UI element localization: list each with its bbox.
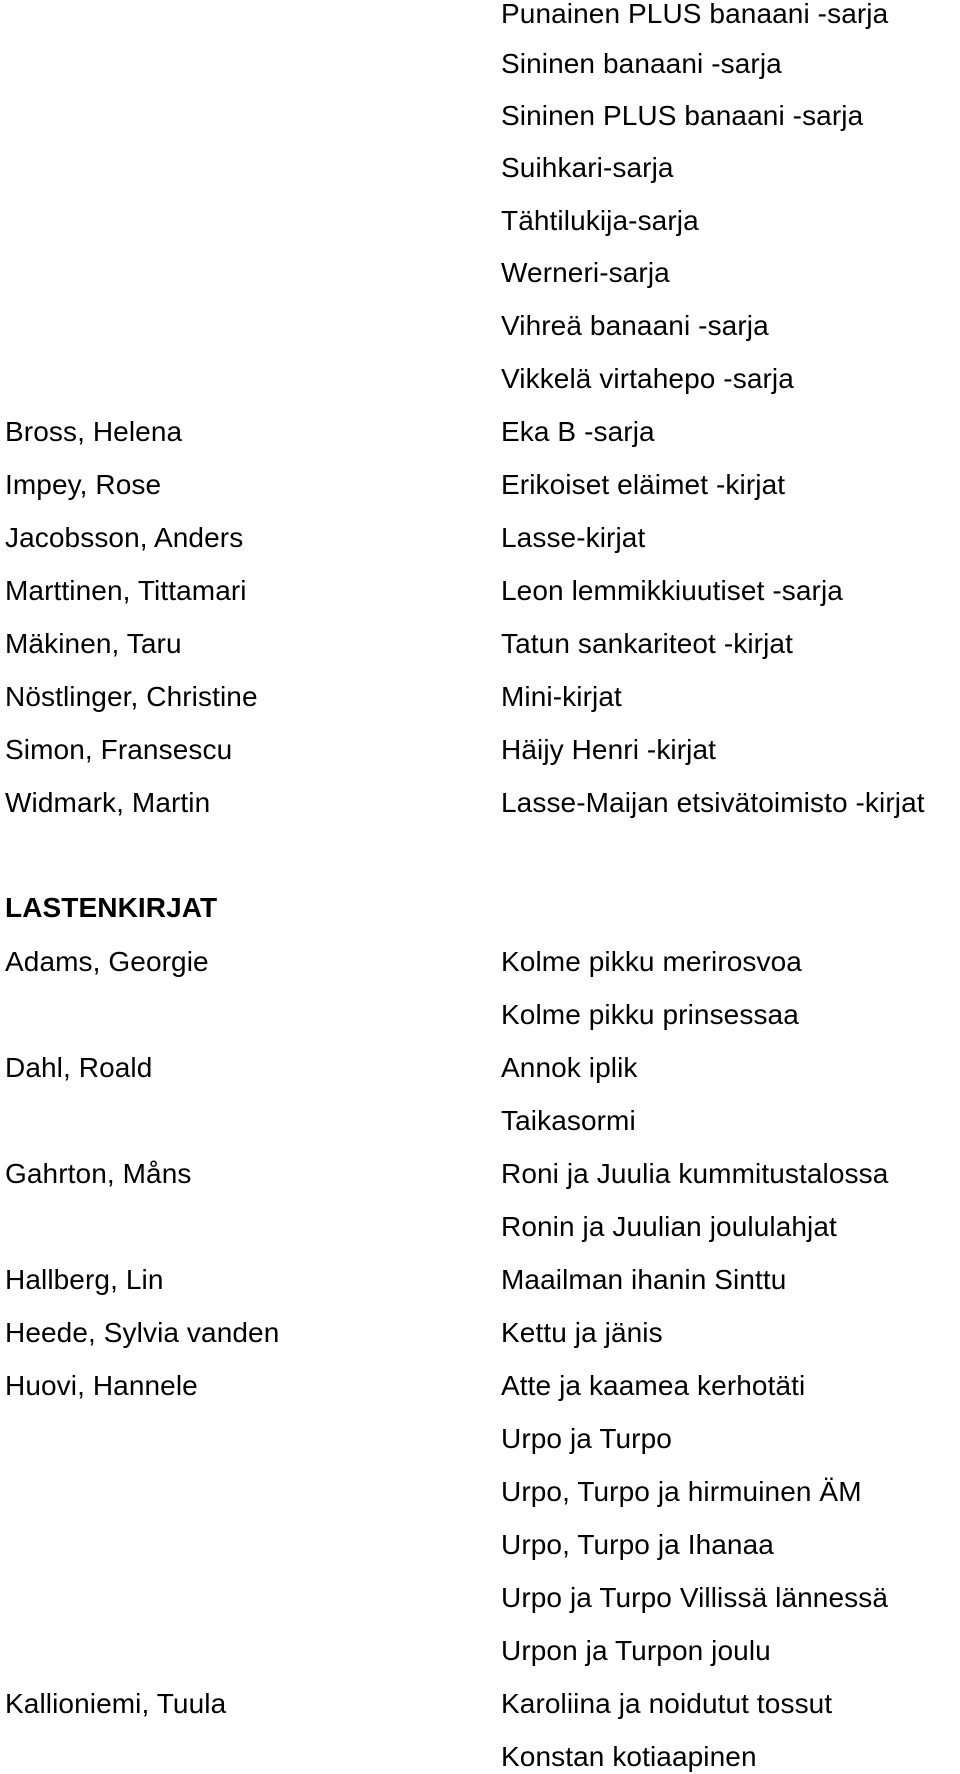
author-name: Mäkinen, Taru xyxy=(5,628,182,659)
author-name: Jacobsson, Anders xyxy=(5,522,244,553)
book-title: Punainen PLUS banaani -sarja xyxy=(501,0,889,29)
book-title: Roni ja Juulia kummitustalossa xyxy=(501,1158,889,1189)
book-title: Vihreä banaani -sarja xyxy=(501,310,769,341)
book-title: Urpo, Turpo ja hirmuinen ÄM xyxy=(501,1476,862,1507)
author-name: Huovi, Hannele xyxy=(5,1370,198,1401)
book-title: Ronin ja Juulian joululahjat xyxy=(501,1211,837,1242)
author-name: Simon, Fransescu xyxy=(5,734,233,765)
book-title: Leon lemmikkiuutiset -sarja xyxy=(501,575,843,606)
book-title: Lasse-kirjat xyxy=(501,522,646,553)
book-title: Urpon ja Turpon joulu xyxy=(501,1635,771,1666)
book-title: Urpo, Turpo ja Ihanaa xyxy=(501,1529,774,1560)
book-title: Taikasormi xyxy=(501,1105,636,1136)
book-title: Kettu ja jänis xyxy=(501,1317,663,1348)
author-name: Heede, Sylvia vanden xyxy=(5,1317,280,1348)
book-title: Annok iplik xyxy=(501,1052,638,1083)
author-name: Impey, Rose xyxy=(5,469,162,500)
book-title: Lasse-Maijan etsivätoimisto -kirjat xyxy=(501,787,925,818)
book-title: Vikkelä virtahepo -sarja xyxy=(501,363,794,394)
author-name: Dahl, Roald xyxy=(5,1052,153,1083)
book-title: Kolme pikku prinsessaa xyxy=(501,999,799,1030)
book-title: Atte ja kaamea kerhotäti xyxy=(501,1370,806,1401)
book-title: Sininen PLUS banaani -sarja xyxy=(501,100,864,131)
book-title: Suihkari-sarja xyxy=(501,152,674,183)
book-title: Tatun sankariteot -kirjat xyxy=(501,628,793,659)
author-name: Adams, Georgie xyxy=(5,946,209,977)
book-title: Maailman ihanin Sinttu xyxy=(501,1264,787,1295)
book-title: Werneri-sarja xyxy=(501,257,670,288)
book-title: Tähtilukija-sarja xyxy=(501,205,699,236)
author-name: Bross, Helena xyxy=(5,416,183,447)
author-name: Kallioniemi, Tuula xyxy=(5,1688,227,1719)
book-title: Kolme pikku merirosvoa xyxy=(501,946,802,977)
book-title: Karoliina ja noidutut tossut xyxy=(501,1688,833,1719)
author-name: Hallberg, Lin xyxy=(5,1264,164,1295)
author-name: Widmark, Martin xyxy=(5,787,211,818)
book-title: Erikoiset eläimet -kirjat xyxy=(501,469,786,500)
book-title: Eka B -sarja xyxy=(501,416,655,447)
book-title: Häijy Henri -kirjat xyxy=(501,734,717,765)
author-name: Gahrton, Måns xyxy=(5,1158,192,1189)
book-title: Urpo ja Turpo xyxy=(501,1423,672,1454)
book-title: Mini-kirjat xyxy=(501,681,622,712)
author-name: Marttinen, Tittamari xyxy=(5,575,247,606)
section-heading: LASTENKIRJAT xyxy=(5,892,218,923)
author-name: Nöstlinger, Christine xyxy=(5,681,258,712)
book-title: Konstan kotiaapinen xyxy=(501,1741,757,1772)
book-title: Urpo ja Turpo Villissä lännessä xyxy=(501,1582,889,1613)
book-title: Sininen banaani -sarja xyxy=(501,48,782,79)
